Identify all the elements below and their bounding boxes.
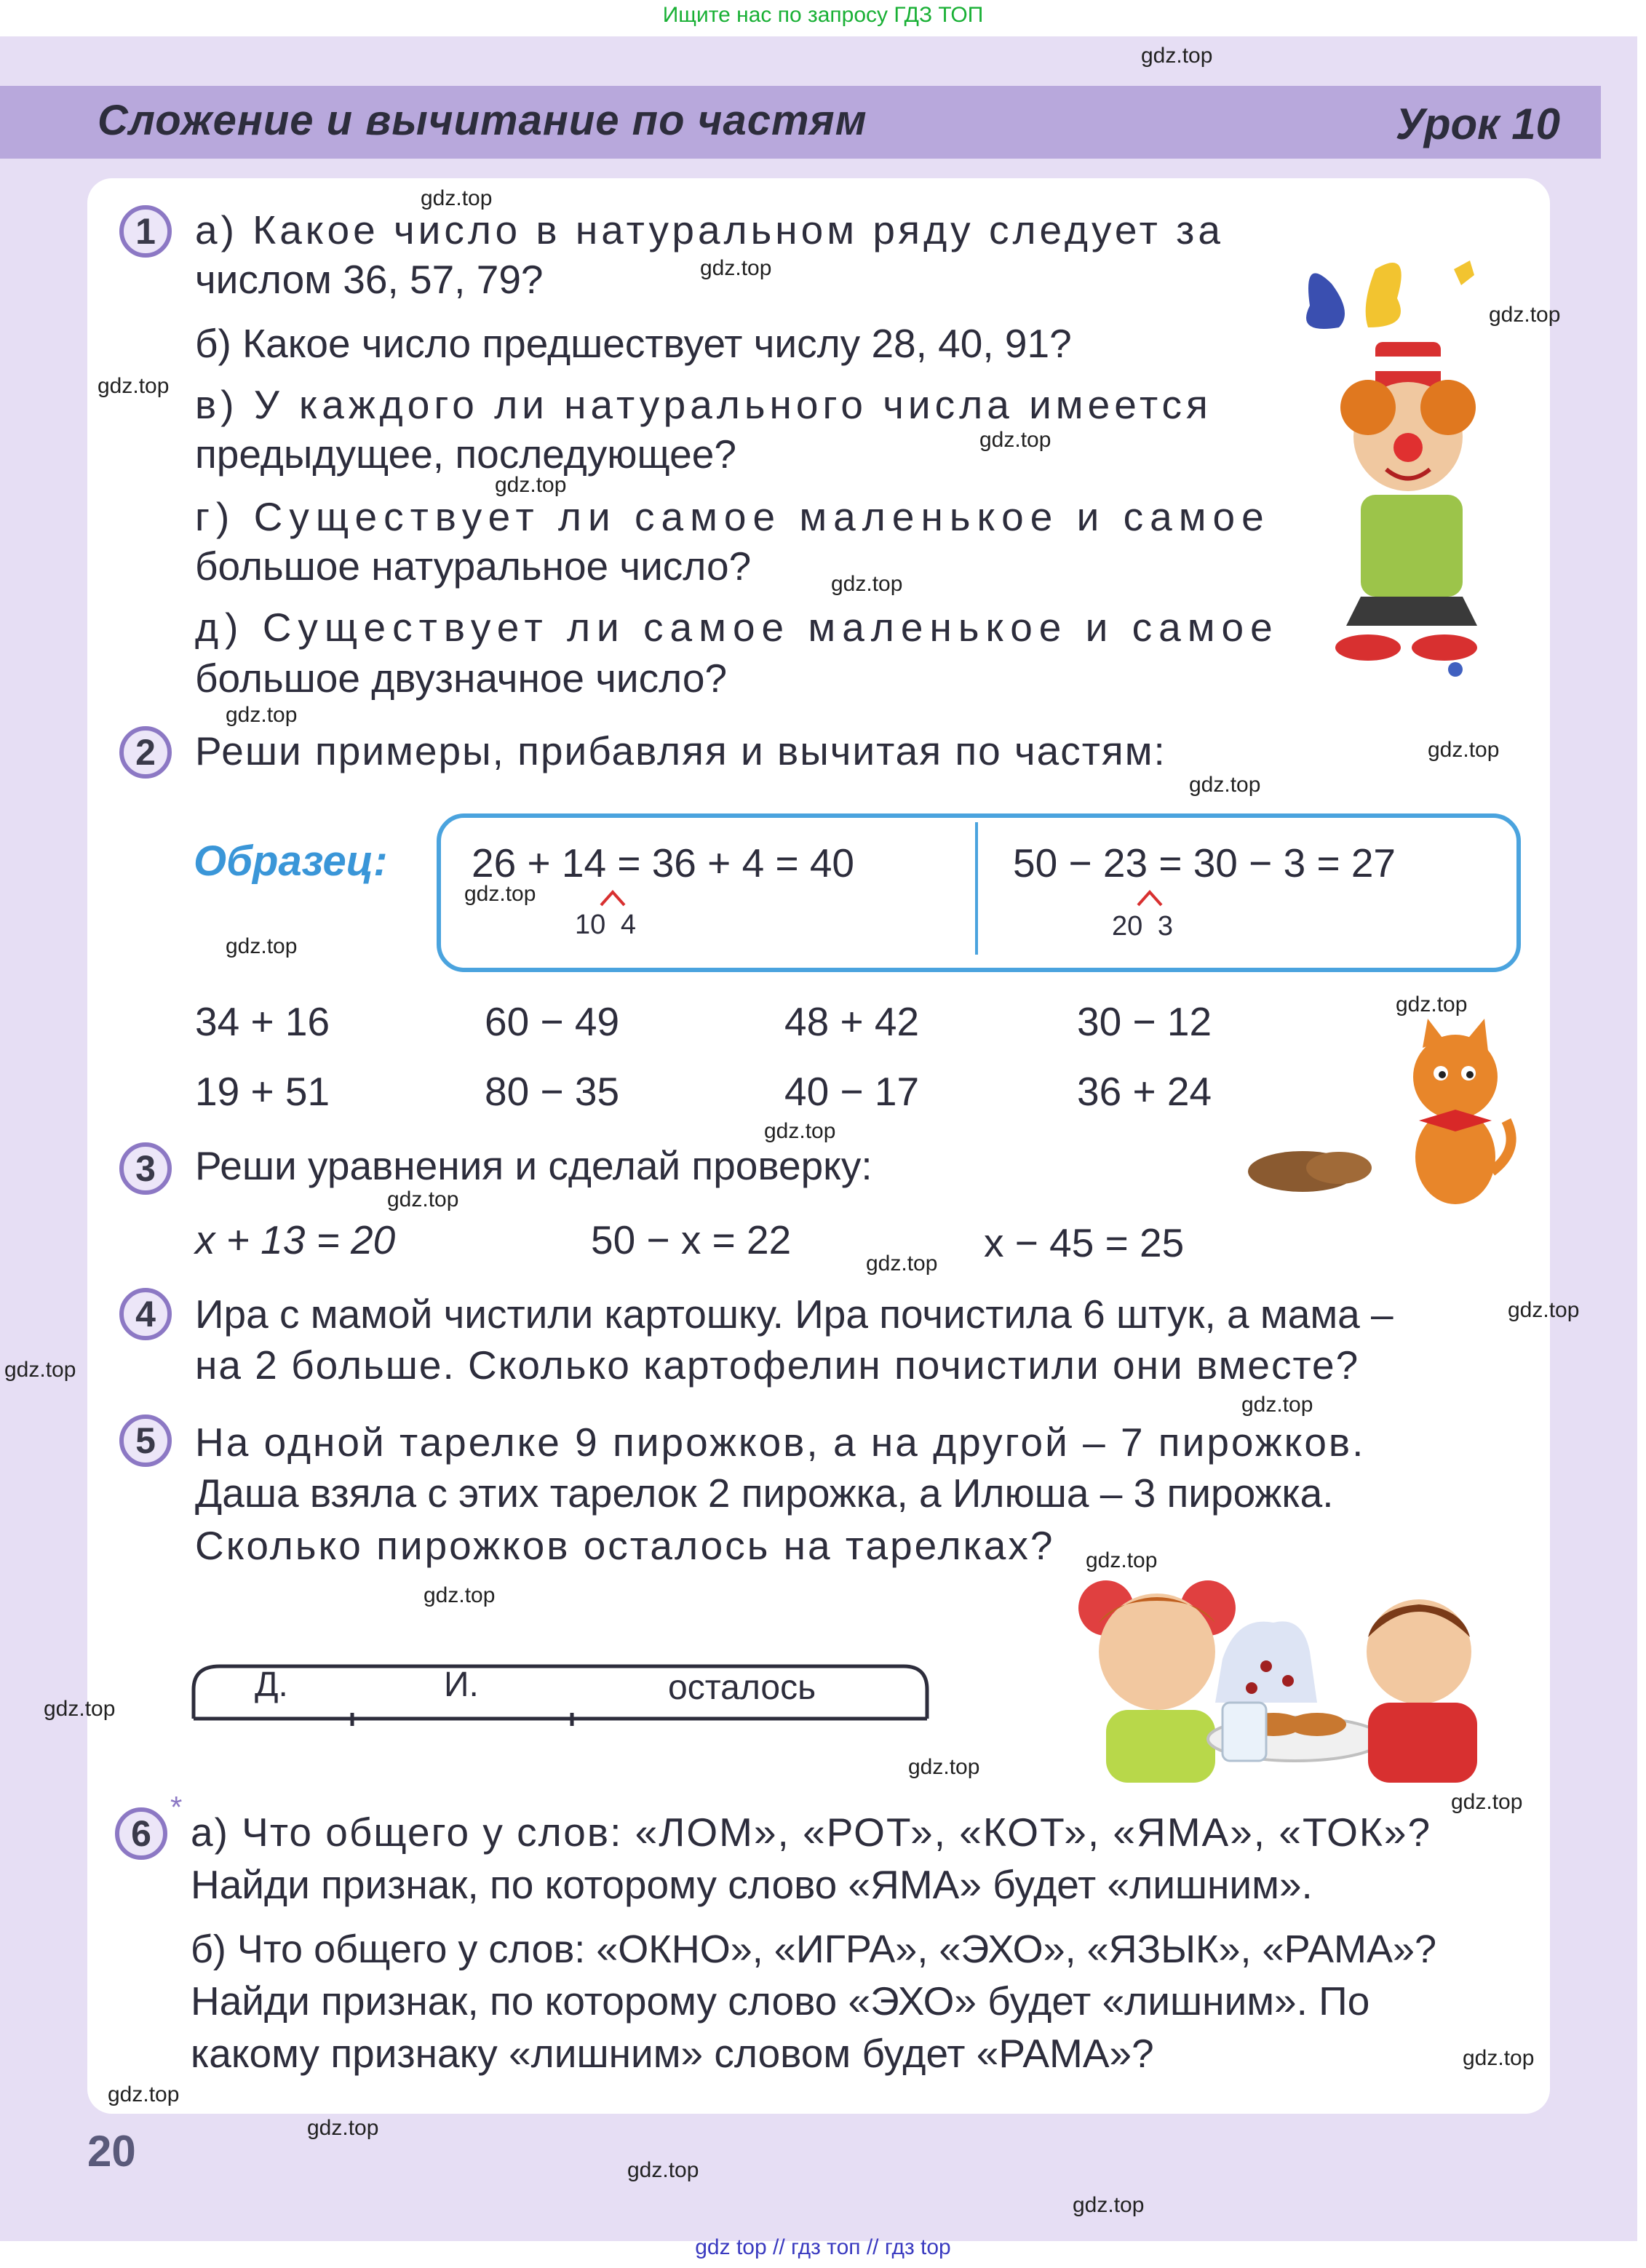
diagram-label-remaining: осталось bbox=[668, 1668, 816, 1707]
watermark: gdz.top bbox=[1141, 44, 1213, 68]
watermark: gdz.top bbox=[98, 374, 170, 398]
task5-line: На одной тарелке 9 пирожков, а на другой – 7 пирожков. bbox=[195, 1420, 1366, 1465]
children-illustration bbox=[1055, 1572, 1492, 1790]
watermark: gdz.top bbox=[421, 186, 493, 210]
sample-label: Образец: bbox=[194, 837, 388, 885]
task1-line: б) Какое число предшествует числу 28, 40, 91? bbox=[195, 321, 1072, 366]
watermark: gdz.top bbox=[1189, 773, 1261, 797]
star-icon: * bbox=[170, 1790, 183, 1824]
task5-line: Сколько пирожков осталось на тарелках? bbox=[195, 1523, 1055, 1568]
equation: x + 13 = 20 bbox=[195, 1217, 396, 1262]
diagram-label-dasha: Д. bbox=[255, 1666, 288, 1704]
split-caret-icon bbox=[1135, 889, 1164, 907]
example: 36 + 24 bbox=[1077, 1069, 1212, 1114]
split-caret-icon bbox=[598, 889, 627, 907]
watermark: gdz.top bbox=[495, 473, 567, 497]
task1-line: большое натуральное число? bbox=[195, 544, 752, 589]
example: 30 − 12 bbox=[1077, 999, 1212, 1044]
example: 48 + 42 bbox=[784, 999, 920, 1044]
watermark: gdz.top bbox=[627, 2158, 699, 2182]
watermark: gdz.top bbox=[307, 2116, 379, 2140]
watermark: gdz.top bbox=[979, 428, 1051, 452]
task1-line: д) Существует ли самое маленькое и самое bbox=[195, 605, 1279, 650]
watermark: gdz.top bbox=[908, 1755, 980, 1779]
watermark: gdz.top bbox=[464, 882, 536, 906]
watermark: gdz.top bbox=[1463, 2046, 1535, 2070]
task-number-3: 3 bbox=[119, 1142, 172, 1195]
segment-diagram bbox=[191, 1660, 933, 1733]
watermark: gdz.top bbox=[4, 1358, 76, 1382]
task-number-4: 4 bbox=[119, 1288, 172, 1340]
top-banner-link[interactable]: Ищите нас по запросу ГДЗ ТОП bbox=[662, 3, 984, 27]
task1-line: большое двузначное число? bbox=[195, 656, 728, 701]
task6-line: какому признаку «лишним» словом будет «РАМА»? bbox=[191, 2031, 1154, 2076]
watermark: gdz.top bbox=[1508, 1298, 1580, 1322]
cat-illustration bbox=[1237, 1019, 1521, 1208]
watermark: gdz.top bbox=[1086, 1548, 1158, 1572]
lesson-number: Урок 10 bbox=[1395, 100, 1560, 148]
watermark: gdz.top bbox=[1241, 1393, 1313, 1417]
watermark: gdz.top bbox=[1073, 2193, 1145, 2217]
task3-text: Реши уравнения и сделай проверку: bbox=[195, 1143, 872, 1188]
sample-left-split: 10 4 bbox=[575, 910, 636, 940]
task6-line: Найди признак, по которому слово «ЭХО» будет «лишним». По bbox=[191, 1978, 1370, 2024]
watermark: gdz.top bbox=[424, 1583, 496, 1607]
sample-right-expression: 50 − 23 = 30 − 3 = 27 bbox=[1013, 840, 1396, 886]
watermark: gdz.top bbox=[764, 1119, 836, 1143]
watermark: gdz.top bbox=[44, 1697, 116, 1721]
task5-line: Даша взяла с этих тарелок 2 пирожка, а Илюша – 3 пирожка. bbox=[195, 1471, 1334, 1516]
watermark: gdz.top bbox=[1428, 738, 1500, 762]
task-number-2: 2 bbox=[119, 726, 172, 779]
sample-left-expression: 26 + 14 = 36 + 4 = 40 bbox=[472, 840, 855, 886]
bottom-banner-link[interactable]: gdz top // гдз топ // гдз top bbox=[695, 2235, 951, 2259]
example: 34 + 16 bbox=[195, 999, 330, 1044]
sample-divider bbox=[975, 822, 978, 955]
task-number-5: 5 bbox=[119, 1414, 172, 1467]
task4-line: на 2 больше. Сколько картофелин почистили они вместе? bbox=[195, 1342, 1360, 1388]
watermark: gdz.top bbox=[387, 1187, 459, 1211]
task1-line: числом 36, 57, 79? bbox=[195, 257, 544, 302]
example: 19 + 51 bbox=[195, 1069, 330, 1114]
watermark: gdz.top bbox=[700, 256, 772, 280]
equation: 50 − x = 22 bbox=[591, 1217, 792, 1262]
watermark: gdz.top bbox=[866, 1252, 938, 1276]
task1-line: г) Существует ли самое маленькое и самое bbox=[195, 494, 1271, 539]
example: 60 − 49 bbox=[485, 999, 620, 1044]
watermark: gdz.top bbox=[226, 703, 298, 727]
diagram-label-ilyusha: И. bbox=[444, 1666, 479, 1704]
lesson-title: Сложение и вычитание по частям bbox=[98, 97, 867, 144]
task1-line: предыдущее, последующее? bbox=[195, 431, 736, 477]
task4-line: Ира с мамой чистили картошку. Ира почистила 6 штук, а мама – bbox=[195, 1292, 1393, 1337]
watermark: gdz.top bbox=[1489, 303, 1561, 327]
task-number-6: 6 bbox=[115, 1807, 167, 1860]
watermark: gdz.top bbox=[108, 2082, 180, 2106]
task6-line: Найди признак, по которому слово «ЯМА» будет «лишним». bbox=[191, 1862, 1313, 1907]
watermark: gdz.top bbox=[1451, 1790, 1523, 1814]
sample-right-split: 20 3 bbox=[1112, 911, 1173, 942]
watermark: gdz.top bbox=[831, 572, 903, 596]
task2-text: Реши примеры, прибавляя и вычитая по частям: bbox=[195, 728, 1166, 773]
watermark: gdz.top bbox=[1396, 992, 1468, 1016]
watermark: gdz.top bbox=[226, 934, 298, 958]
task6-line: а) Что общего у слов: «ЛОМ», «РОТ», «КОТ», «ЯМА», «ТОК»? bbox=[191, 1810, 1432, 1855]
equation: x − 45 = 25 bbox=[984, 1220, 1185, 1265]
task1-line: а) Какое число в натуральном ряду следует за bbox=[195, 207, 1224, 252]
task-number-1: 1 bbox=[119, 205, 172, 258]
page-number: 20 bbox=[87, 2127, 136, 2176]
example: 80 − 35 bbox=[485, 1069, 620, 1114]
task6-line: б) Что общего у слов: «ОКНО», «ИГРА», «ЭХО», «ЯЗЫК», «РАМА»? bbox=[191, 1927, 1437, 1971]
task1-line: в) У каждого ли натурального числа имеется bbox=[195, 382, 1212, 427]
example: 40 − 17 bbox=[784, 1069, 920, 1114]
